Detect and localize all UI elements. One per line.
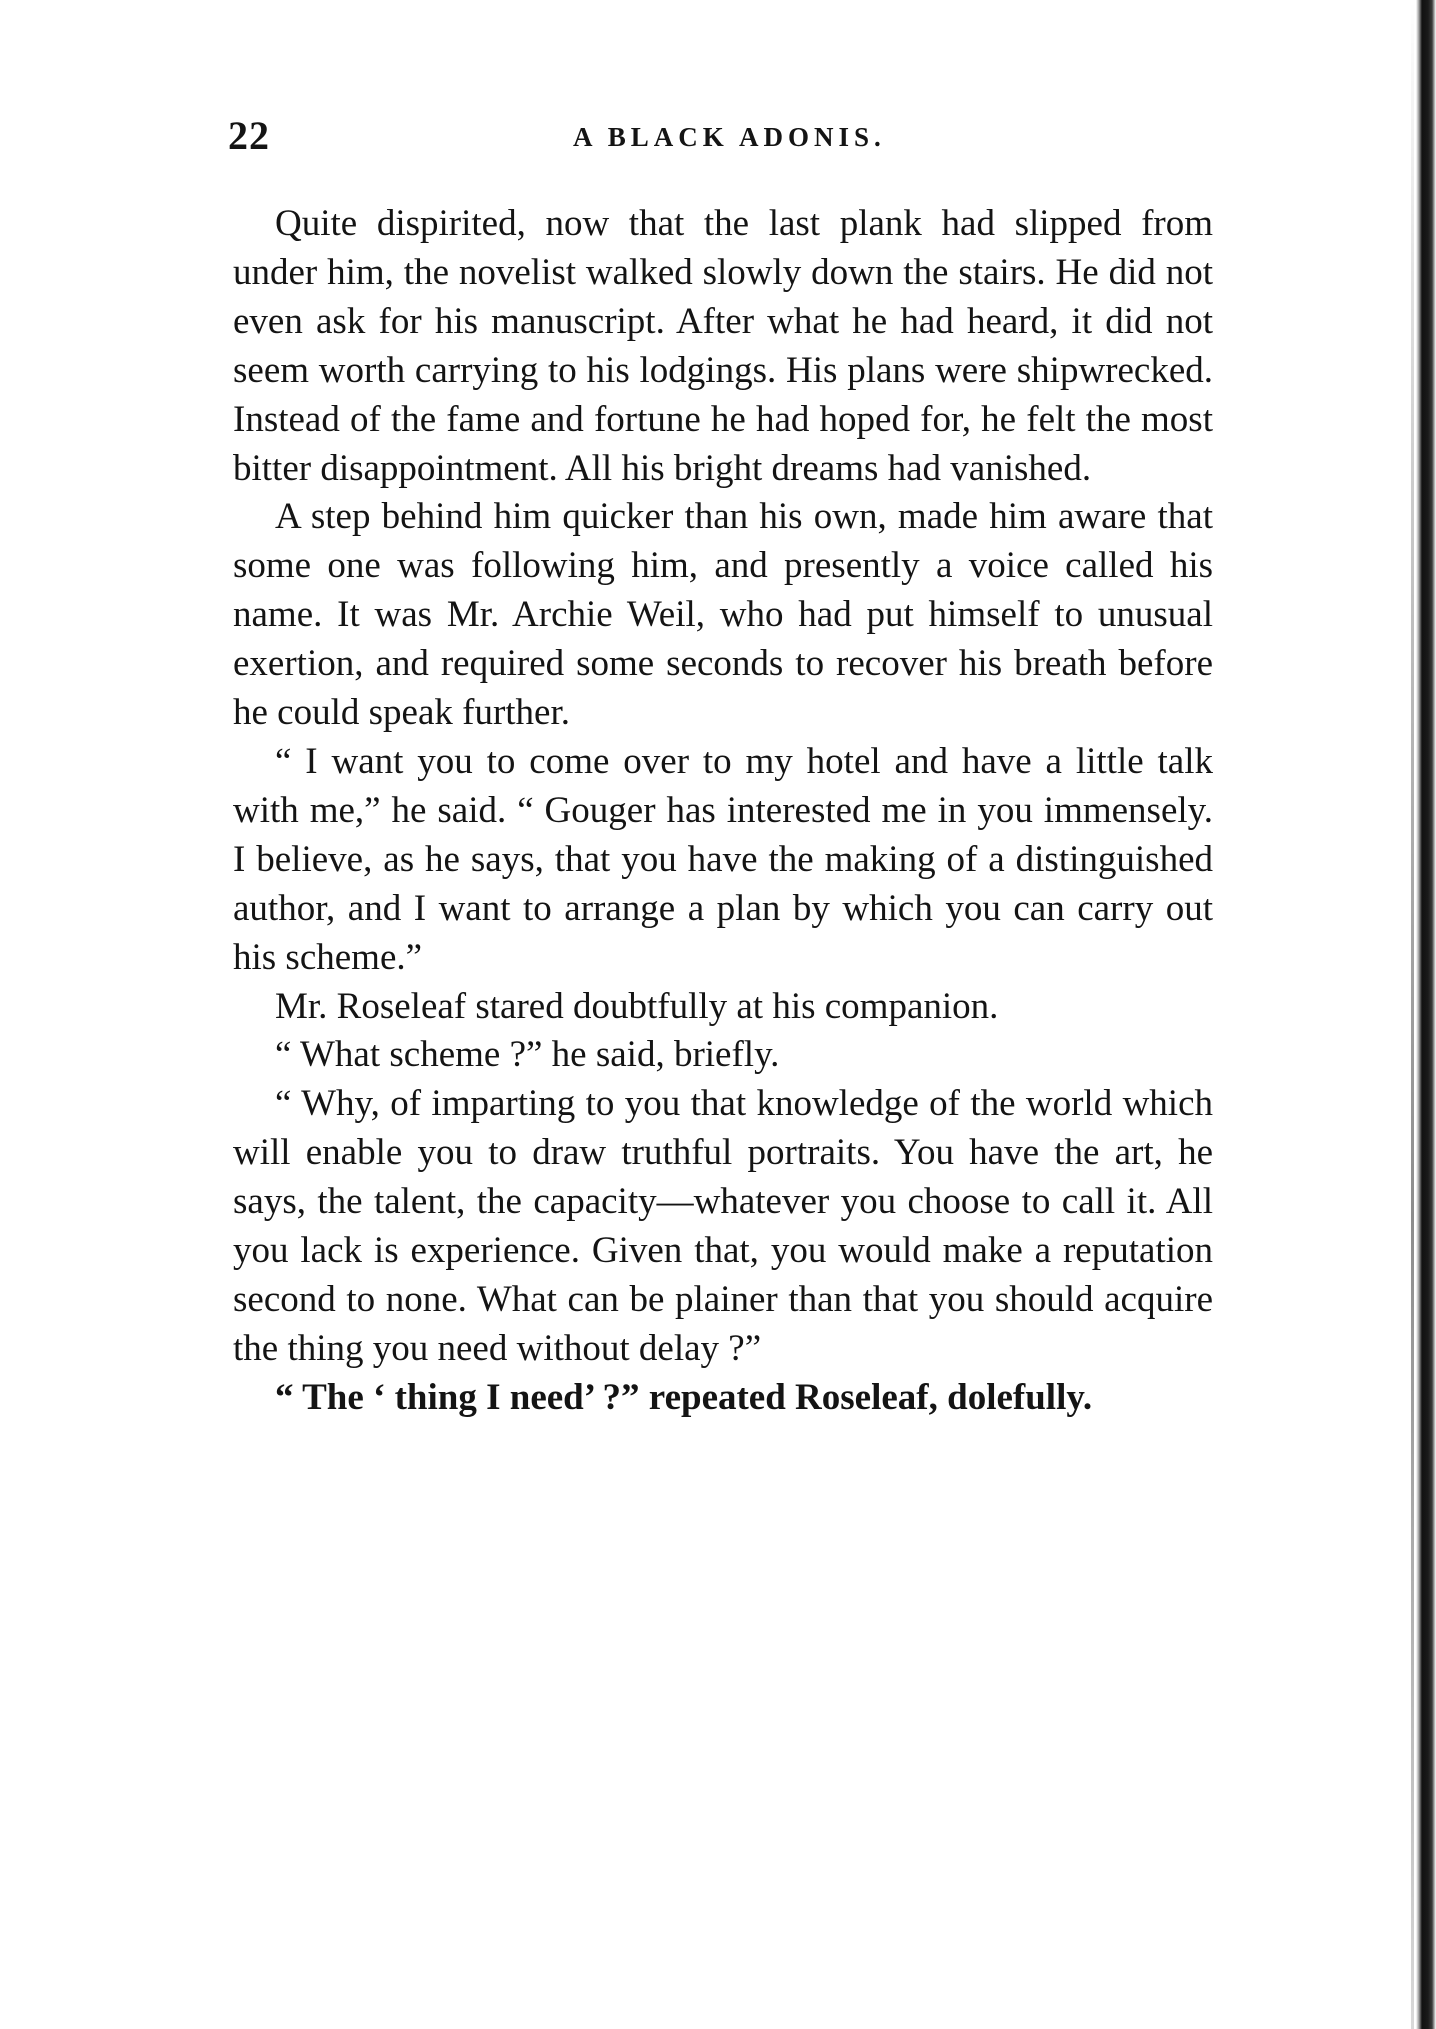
- paragraph: “ I want you to come over to my hotel and have a little talk with me,” he said. “ Gouger has interested me in you immensely. I believe, as he says, that you have the making of a distinguished author, and I want to arrange a plan by which you can carry out his scheme.”: [233, 740, 1213, 978]
- page-number: 22: [228, 113, 270, 158]
- body-text: [233, 200, 1213, 1423]
- paragraph: “ Why, of imparting to you that knowledge of the world which will enable you to draw truthful portraits. You have the art, he says, the talent, the capacity—whatever you choose to call it. All you lack is experience. Given that, you would make a reputation second to none. What can be plainer than that you should acquire the thing you need without delay ?”: [233, 1083, 1213, 1369]
- running-head: [228, 112, 1218, 162]
- paragraph: “ The ‘ thing I need’ ?” repeated Roseleaf, dolefully.: [275, 1376, 1093, 1418]
- running-title: A BLACK ADONIS.: [573, 122, 886, 152]
- paragraph: Mr. Roseleaf stared doubtfully at his companion.: [275, 985, 999, 1027]
- page-gutter-shadow: [1411, 0, 1414, 2029]
- paragraph: “ What scheme ?” he said, briefly.: [275, 1034, 780, 1076]
- book-spine-edge: [1416, 0, 1436, 2029]
- paragraph: Quite dispirited, now that the last plank had slipped from under him, the novelist walked slowly down the stairs. He did not even ask for his manuscript. After what he had heard, it did not seem worth carrying to his lodgings. His plans were shipwrecked. Instead of the fame and fortune he had hoped for, he felt the most bitter disappointment. All his bright dreams had vanished.: [233, 203, 1213, 489]
- paragraph: A step behind him quicker than his own, made him aware that some one was following him, and presently a voice called his name. It was Mr. Archie Weil, who had put himself to unusual exertion, and required some seconds to recover his breath before he could speak further.: [233, 496, 1213, 734]
